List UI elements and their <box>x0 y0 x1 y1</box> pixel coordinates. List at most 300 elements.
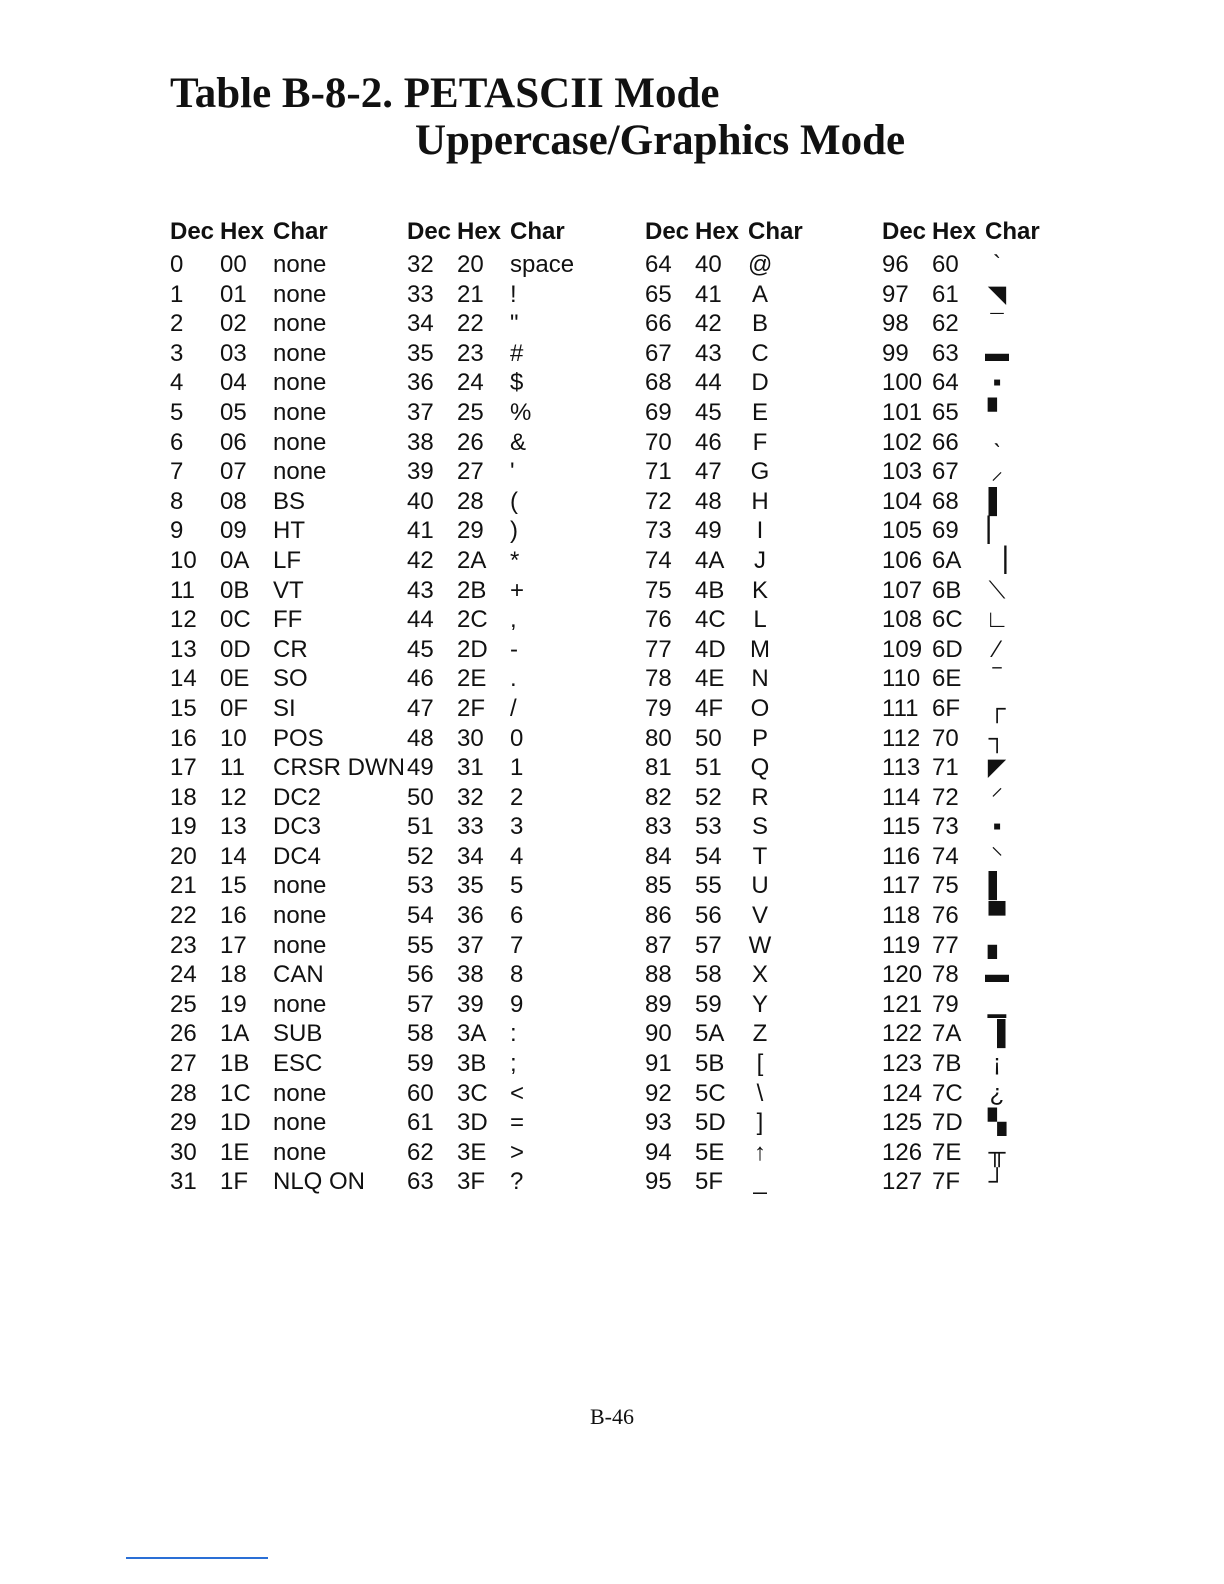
cell-char: ; <box>510 1050 517 1078</box>
cell-dec: 31 <box>170 1168 197 1196</box>
cell-char: Z <box>752 1020 768 1048</box>
table-row <box>170 990 405 1020</box>
cell-hex: 28 <box>457 487 484 515</box>
cell-dec: 86 <box>645 902 672 930</box>
cell-dec: 104 <box>882 487 923 515</box>
table-row <box>407 871 574 901</box>
cell-char: none <box>273 872 327 900</box>
table-row <box>170 428 405 458</box>
cell-hex: 4E <box>695 665 725 693</box>
table-row <box>882 694 1040 724</box>
cell-dec: 66 <box>645 310 672 338</box>
cell-hex: 5F <box>695 1168 724 1196</box>
table-row <box>407 812 574 842</box>
cell-char: ▖ <box>987 931 1007 959</box>
cell-char: J <box>754 546 766 574</box>
cell-char: B <box>751 310 768 338</box>
table-row <box>170 1049 405 1079</box>
cell-hex: 7B <box>932 1050 962 1078</box>
table-row <box>645 1108 803 1138</box>
cell-char: + <box>510 576 525 604</box>
table-row <box>645 812 803 842</box>
cell-char: F <box>752 428 768 456</box>
cell-hex: 65 <box>932 398 959 426</box>
cell-char: ╥ <box>988 1138 1006 1166</box>
cell-hex: 50 <box>695 724 722 752</box>
cell-char: ▁ <box>987 990 1007 1018</box>
page-number: B-46 <box>590 1404 634 1429</box>
cell-hex: 39 <box>457 990 484 1018</box>
code-table-column-32-63 <box>407 218 574 1197</box>
cell-dec: 71 <box>645 458 672 486</box>
cell-char: space <box>510 251 575 278</box>
cell-hex: 7F <box>932 1168 961 1196</box>
table-row <box>882 990 1040 1020</box>
table-row <box>170 960 405 990</box>
cell-dec: 10 <box>170 546 197 574</box>
cell-dec: 100 <box>882 369 923 397</box>
cell-dec: 127 <box>882 1168 923 1196</box>
cell-dec: 19 <box>170 813 197 841</box>
cell-char: none <box>273 428 327 456</box>
table-row <box>407 664 574 694</box>
cell-dec: 62 <box>407 1138 434 1166</box>
table-row <box>882 842 1040 872</box>
cell-dec: 42 <box>407 546 434 574</box>
table-row <box>407 368 574 398</box>
table-row <box>645 931 803 961</box>
cell-char: 4 <box>510 842 524 870</box>
cell-char: none <box>273 902 327 930</box>
cell-dec: 94 <box>645 1138 672 1166</box>
cell-hex: 35 <box>457 872 484 900</box>
table-row <box>882 635 1040 665</box>
cell-hex: 05 <box>220 398 247 426</box>
cell-hex: 30 <box>457 724 484 752</box>
cell-hex: 1B <box>220 1050 250 1078</box>
cell-hex: 26 <box>457 428 484 456</box>
cell-hex: 5D <box>695 1109 726 1137</box>
table-row <box>645 724 803 754</box>
table-row <box>407 605 574 635</box>
cell-char: ⁄ <box>994 635 999 663</box>
cell-dec: 8 <box>170 487 184 515</box>
cell-char: ⸍ <box>991 783 1003 811</box>
cell-dec: 44 <box>407 606 434 634</box>
cell-dec: 78 <box>645 665 672 693</box>
cell-dec: 122 <box>882 1020 923 1048</box>
cell-hex: 43 <box>695 339 722 367</box>
cell-hex: 61 <box>932 280 959 308</box>
cell-char: ▬ <box>985 961 1009 989</box>
table-row <box>407 576 574 606</box>
cell-char: none <box>273 310 327 338</box>
table-row <box>407 250 574 280</box>
cell-char: ( <box>510 487 518 515</box>
table-row <box>645 1019 803 1049</box>
cell-hex: 08 <box>220 487 247 515</box>
table-row <box>645 516 803 546</box>
cell-dec: 123 <box>882 1050 923 1078</box>
cell-dec: 64 <box>645 251 672 278</box>
cell-hex: 5B <box>695 1050 725 1078</box>
cell-hex: 47 <box>695 458 722 486</box>
cell-dec: 17 <box>170 754 197 782</box>
cell-hex: 14 <box>220 842 247 870</box>
cell-dec: 93 <box>645 1109 672 1137</box>
cell-dec: 40 <box>407 487 434 515</box>
cell-char: ▬ <box>985 339 1009 367</box>
table-row <box>882 724 1040 754</box>
cell-char: ▏ <box>987 517 1007 545</box>
cell-char: ▚ <box>987 1109 1007 1137</box>
table-row <box>645 428 803 458</box>
cell-char: none <box>273 931 327 959</box>
cell-dec: 49 <box>407 754 434 782</box>
cell-dec: 5 <box>170 398 184 426</box>
cell-char: C <box>751 339 769 367</box>
cell-hex: 04 <box>220 369 247 397</box>
cell-dec: 89 <box>645 990 672 1018</box>
cell-dec: 45 <box>407 635 434 663</box>
cell-dec: 105 <box>882 517 923 545</box>
table-row <box>645 1138 803 1168</box>
header-char: Char <box>748 218 803 245</box>
table-row <box>645 487 803 517</box>
table-row <box>645 398 803 428</box>
cell-char: BS <box>273 487 306 515</box>
cell-char: ▪ <box>992 369 1002 397</box>
cell-dec: 101 <box>882 398 923 426</box>
cell-dec: 38 <box>407 428 434 456</box>
cell-dec: 57 <box>407 990 434 1018</box>
cell-char: \ <box>756 1079 764 1107</box>
cell-hex: 3E <box>457 1138 487 1166</box>
cell-char: - <box>510 635 518 663</box>
cell-char: DC2 <box>273 783 322 811</box>
table-row <box>407 309 574 339</box>
cell-hex: 19 <box>220 990 247 1018</box>
table-row <box>407 339 574 369</box>
cell-char: VT <box>273 576 304 604</box>
cell-hex: 34 <box>457 842 484 870</box>
cell-dec: 15 <box>170 694 197 722</box>
cell-char: ▀ <box>988 902 1006 930</box>
cell-hex: 17 <box>220 931 247 959</box>
table-row <box>170 1019 405 1049</box>
table-row <box>882 664 1040 694</box>
header-hex: Hex <box>457 218 502 245</box>
cell-char: CRSR DWN <box>273 754 405 782</box>
table-row <box>882 1079 1040 1109</box>
table-row <box>882 812 1040 842</box>
cell-char: P <box>751 724 768 752</box>
cell-dec: 70 <box>645 428 672 456</box>
cell-dec: 98 <box>882 310 909 338</box>
table-row <box>170 842 405 872</box>
cell-hex: 15 <box>220 872 247 900</box>
table-row <box>882 339 1040 369</box>
table-row <box>407 398 574 428</box>
header-hex: Hex <box>695 218 740 245</box>
cell-hex: 27 <box>457 458 484 486</box>
table-row <box>645 250 803 280</box>
table-row <box>407 901 574 931</box>
cell-hex: 12 <box>220 783 247 811</box>
cell-dec: 63 <box>407 1168 434 1196</box>
cell-dec: 14 <box>170 665 197 693</box>
cell-hex: 10 <box>220 724 247 752</box>
cell-dec: 60 <box>407 1079 434 1107</box>
cell-dec: 120 <box>882 961 923 989</box>
table-row <box>407 487 574 517</box>
cell-char: ` <box>993 251 1001 278</box>
cell-char: Q <box>750 754 770 782</box>
table-row <box>645 753 803 783</box>
table-row <box>170 931 405 961</box>
cell-char: : <box>510 1020 517 1048</box>
cell-hex: 38 <box>457 961 484 989</box>
cell-dec: 37 <box>407 398 434 426</box>
table-row <box>645 694 803 724</box>
cell-char: ∟ <box>985 606 1009 634</box>
cell-hex: 55 <box>695 872 722 900</box>
cell-dec: 124 <box>882 1079 923 1107</box>
cell-hex: 2D <box>457 635 488 663</box>
cell-hex: 5A <box>695 1020 725 1048</box>
table-row <box>882 1108 1040 1138</box>
column-header <box>882 218 1040 250</box>
table-row <box>645 457 803 487</box>
cell-hex: 52 <box>695 783 722 811</box>
cell-hex: 63 <box>932 339 959 367</box>
cell-dec: 21 <box>170 872 197 900</box>
cell-hex: 5C <box>695 1079 726 1107</box>
cell-hex: 09 <box>220 517 247 545</box>
cell-hex: 31 <box>457 754 484 782</box>
cell-char: S <box>751 813 768 841</box>
cell-hex: 0B <box>220 576 250 604</box>
table-row <box>882 546 1040 576</box>
cell-char: none <box>273 1079 327 1107</box>
table-row <box>170 487 405 517</box>
cell-dec: 118 <box>882 902 921 930</box>
cell-char: none <box>273 458 327 486</box>
cell-char: ¿ <box>989 1079 1005 1107</box>
table-row <box>882 783 1040 813</box>
table-row <box>407 1167 574 1197</box>
cell-dec: 109 <box>882 635 923 663</box>
cell-hex: 71 <box>932 754 959 782</box>
cell-dec: 96 <box>882 251 909 278</box>
cell-hex: 51 <box>695 754 722 782</box>
cell-dec: 83 <box>645 813 672 841</box>
table-row <box>645 960 803 990</box>
cell-hex: 6C <box>932 606 963 634</box>
cell-hex: 0C <box>220 606 251 634</box>
cell-char: D <box>751 369 769 397</box>
cell-char: L <box>753 606 767 634</box>
cell-hex: 03 <box>220 339 247 367</box>
cell-hex: 45 <box>695 398 722 426</box>
table-row <box>645 842 803 872</box>
cell-dec: 103 <box>882 458 923 486</box>
cell-hex: 7E <box>932 1138 962 1166</box>
cell-dec: 55 <box>407 931 434 959</box>
cell-hex: 53 <box>695 813 722 841</box>
cell-hex: 4D <box>695 635 726 663</box>
cell-char: none <box>273 369 327 397</box>
cell-dec: 91 <box>645 1050 672 1078</box>
cell-dec: 35 <box>407 339 434 367</box>
cell-char: ) <box>510 517 518 545</box>
cell-dec: 92 <box>645 1079 672 1107</box>
cell-char: ▌ <box>988 487 1006 515</box>
table-row <box>170 753 405 783</box>
cell-dec: 51 <box>407 813 434 841</box>
table-row <box>882 428 1040 458</box>
cell-dec: 102 <box>882 428 923 456</box>
cell-dec: 28 <box>170 1079 197 1107</box>
cell-char: G <box>750 458 770 486</box>
code-table-column-64-95 <box>645 218 803 1197</box>
cell-char: Y <box>751 990 768 1018</box>
cell-dec: 107 <box>882 576 923 604</box>
table-row <box>407 1138 574 1168</box>
table-row <box>407 1079 574 1109</box>
cell-hex: 76 <box>932 902 959 930</box>
header-dec: Dec <box>882 218 927 245</box>
cell-hex: 4A <box>695 546 725 574</box>
cell-dec: 99 <box>882 339 909 367</box>
column-header <box>170 218 405 250</box>
cell-char: ESC <box>273 1050 323 1078</box>
cell-char: . <box>510 665 517 693</box>
cell-dec: 27 <box>170 1050 197 1078</box>
cell-dec: 68 <box>645 369 672 397</box>
table-row <box>645 1079 803 1109</box>
cell-hex: 25 <box>457 398 484 426</box>
cell-hex: 13 <box>220 813 247 841</box>
table-row <box>882 605 1040 635</box>
cell-char: X <box>751 961 768 989</box>
cell-hex: 56 <box>695 902 722 930</box>
cell-dec: 67 <box>645 339 672 367</box>
table-row <box>882 250 1040 280</box>
table-row <box>882 280 1040 310</box>
cell-char: > <box>510 1138 525 1166</box>
cell-char: ⸝ <box>991 458 1003 486</box>
cell-char: V <box>751 902 768 930</box>
header-dec: Dec <box>170 218 215 245</box>
table-row <box>882 871 1040 901</box>
header-char: Char <box>985 218 1040 245</box>
table-row <box>645 605 803 635</box>
cell-dec: 16 <box>170 724 197 752</box>
table-row <box>882 901 1040 931</box>
cell-dec: 59 <box>407 1050 434 1078</box>
table-row <box>645 576 803 606</box>
table-row <box>882 457 1040 487</box>
cell-dec: 95 <box>645 1168 672 1196</box>
cell-dec: 82 <box>645 783 672 811</box>
table-row <box>170 724 405 754</box>
cell-hex: 42 <box>695 310 722 338</box>
cell-hex: 2C <box>457 606 488 634</box>
table-row <box>170 1108 405 1138</box>
cell-dec: 56 <box>407 961 434 989</box>
cell-hex: 79 <box>932 990 959 1018</box>
cell-char: $ <box>510 369 524 397</box>
cell-char: LF <box>273 546 302 574</box>
table-row <box>407 1049 574 1079</box>
cell-dec: 76 <box>645 606 672 634</box>
cell-char: ◥ <box>987 280 1007 308</box>
cell-dec: 61 <box>407 1109 434 1137</box>
table-row <box>645 783 803 813</box>
table-row <box>407 960 574 990</box>
cell-hex: 7D <box>932 1109 963 1137</box>
cell-dec: 111 <box>882 694 919 722</box>
cell-dec: 0 <box>170 251 184 278</box>
table-row <box>882 309 1040 339</box>
code-table-column-0-31 <box>170 218 405 1197</box>
cell-hex: 0A <box>220 546 250 574</box>
cell-hex: 40 <box>695 251 722 278</box>
cell-char: ▐ <box>988 1020 1006 1048</box>
cell-char: SI <box>273 694 296 722</box>
cell-char: HT <box>273 517 305 545</box>
cell-hex: 02 <box>220 310 247 338</box>
header-dec: Dec <box>645 218 690 245</box>
cell-char: ⟍ <box>988 576 1006 604</box>
cell-hex: 1D <box>220 1109 251 1137</box>
cell-dec: 65 <box>645 280 672 308</box>
cell-char: T <box>752 842 768 870</box>
cell-dec: 46 <box>407 665 434 693</box>
cell-dec: 58 <box>407 1020 434 1048</box>
table-row <box>645 1049 803 1079</box>
cell-dec: 41 <box>407 517 434 545</box>
cell-hex: 32 <box>457 783 484 811</box>
cell-char: # <box>510 339 524 367</box>
column-header <box>645 218 803 250</box>
cell-char: 6 <box>510 902 524 930</box>
cell-dec: 33 <box>407 280 434 308</box>
cell-char: ‾ <box>993 665 1001 693</box>
table-row <box>170 339 405 369</box>
cell-char: SUB <box>273 1020 323 1048</box>
cell-char: NLQ ON <box>273 1168 366 1196</box>
table-row <box>645 368 803 398</box>
cell-dec: 106 <box>882 546 923 574</box>
table-row <box>170 546 405 576</box>
cell-dec: 48 <box>407 724 434 752</box>
cell-dec: 53 <box>407 872 434 900</box>
cell-char: E <box>751 398 768 426</box>
cell-dec: 110 <box>882 665 921 693</box>
cell-hex: 48 <box>695 487 722 515</box>
cell-char: none <box>273 280 327 308</box>
cell-hex: 2E <box>457 665 487 693</box>
cell-dec: 34 <box>407 310 434 338</box>
table-row <box>407 635 574 665</box>
cell-dec: 97 <box>882 280 909 308</box>
table-row <box>407 783 574 813</box>
footer-divider <box>126 1557 268 1559</box>
cell-hex: 3D <box>457 1109 488 1137</box>
cell-char: none <box>273 251 327 278</box>
